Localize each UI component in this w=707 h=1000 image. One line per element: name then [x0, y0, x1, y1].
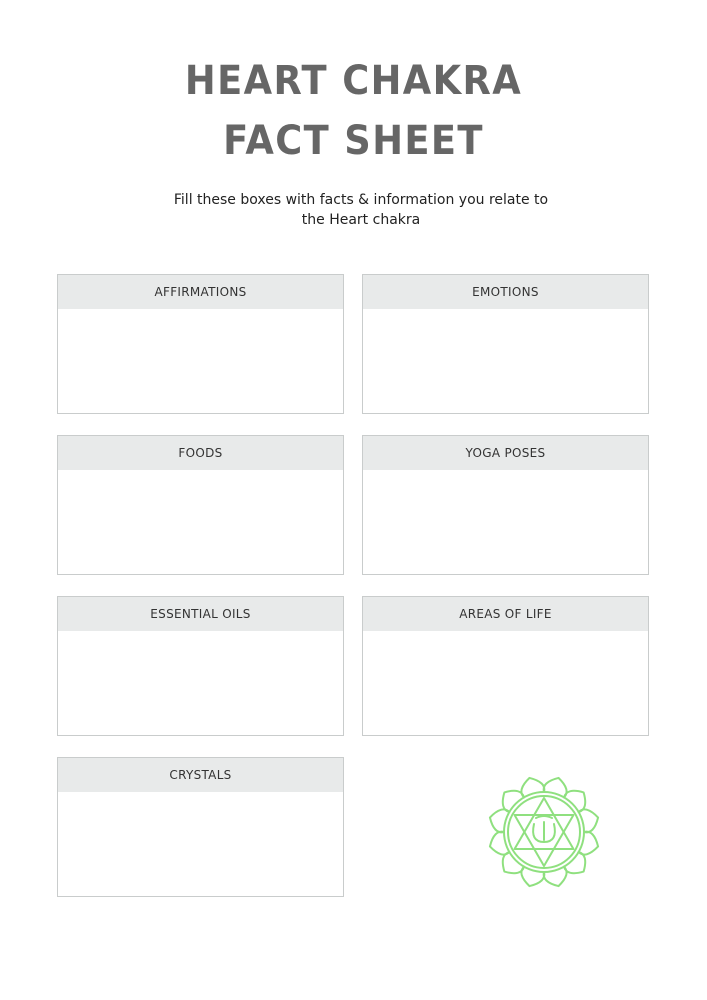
- box-header: AFFIRMATIONS: [58, 275, 343, 309]
- instructions: [0, 190, 707, 230]
- box-header: AREAS OF LIFE: [363, 597, 648, 631]
- yoga-poses-box[interactable]: [362, 435, 649, 575]
- emotions-box[interactable]: [362, 274, 649, 414]
- essential-oils-box[interactable]: [57, 596, 344, 736]
- heart-chakra-icon: [484, 772, 604, 892]
- chakra-seed-glyph: [533, 816, 555, 842]
- box-header: ESSENTIAL OILS: [58, 597, 343, 631]
- box-header: CRYSTALS: [58, 758, 343, 792]
- affirmations-box[interactable]: [57, 274, 344, 414]
- areas-of-life-box[interactable]: [362, 596, 649, 736]
- instructions-line-1: Fill these boxes with facts & information you relate to: [173, 192, 549, 208]
- title-line-2: FACT SHEET: [223, 118, 484, 164]
- crystals-box[interactable]: [57, 757, 344, 897]
- box-header: EMOTIONS: [363, 275, 648, 309]
- title-line-1: HEART CHAKRA: [184, 58, 523, 104]
- foods-box[interactable]: [57, 435, 344, 575]
- instructions-line-2: the Heart chakra: [301, 212, 421, 228]
- box-header: FOODS: [58, 436, 343, 470]
- box-header: YOGA POSES: [363, 436, 648, 470]
